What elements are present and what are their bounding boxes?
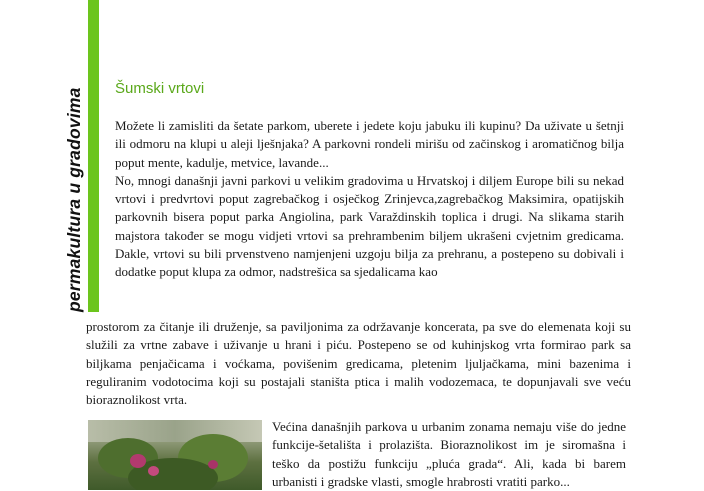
- garden-photo: [88, 420, 262, 490]
- section-heading: Šumski vrtovi: [115, 80, 205, 97]
- photo-sky: [88, 420, 262, 442]
- photo-flower: [148, 466, 159, 476]
- intro-text-block: [115, 117, 624, 282]
- paragraph-1: Možete li zamisliti da šetate parkom, uberete i jedete koju jabuku ili kupinu? Da uživate u šetnji ili odmoru na klupi u aleji lješnjaka? A parkovni rondeli mirišu od začinskog i aromatičnog bilja poput mente, kadulje, metvice, lavande...: [115, 118, 624, 170]
- paragraph-2-continued: prostorom za čitanje ili druženje, sa paviljonima za održavanje koncerata, pa sve do elemenata koji su služili za vrtne zabave i uživanje u hrani i piću. Postepeno se od kuhinjskog vrta formirao park sa biljkama penjačicama i voćkama, povišenim gredicama, pletenim ljuljačkama, mini bazenima i reguliranim vodotocima koji su postajali staništa ptica i malih vodozemaca, te dopunjavali sve veću bioraznolikost vrta.: [86, 319, 631, 408]
- photo-flower: [208, 460, 218, 469]
- green-accent-bar: [88, 0, 99, 312]
- paragraph-3: Većina današnjih parkova u urbanim zonama nemaju više do jedne funkcije-šetališta i prolazišta. Bioraznolikost im je siromašna i teško da postižu funkciju „pluća grada“. Ali, kada bi barem urbanisti i gradske vlasti, smogle hrabrosti vratiti parko...: [272, 419, 626, 489]
- paragraph-2: No, mnogi današnji javni parkovi u velikim gradovima u Hrvatskoj i diljem Europe bili su nekad vrtovi i predvrtovi poput zagrebačkog i osječkog Zrinjevca,zagrebačkog Maksimira, opatijskih parkovnih bisera poput parka Angiolina, park Varaždinskih toplica i drugi. Na slikama starih majstora također se mogu vidjeti vrtovi sa prehrambenim biljem ukrašeni cvjetnim gredicama. Dakle, vrtovi su bili prvenstveno namjenjeni uzgoju bilja za prehranu, a postepeno su dobivali i dodatke poput klupa za odmor, nadstrešica sa sjedalicama kao: [115, 172, 624, 280]
- photo-flower: [130, 454, 146, 468]
- side-title-text: permakultura u gradovima: [64, 87, 84, 312]
